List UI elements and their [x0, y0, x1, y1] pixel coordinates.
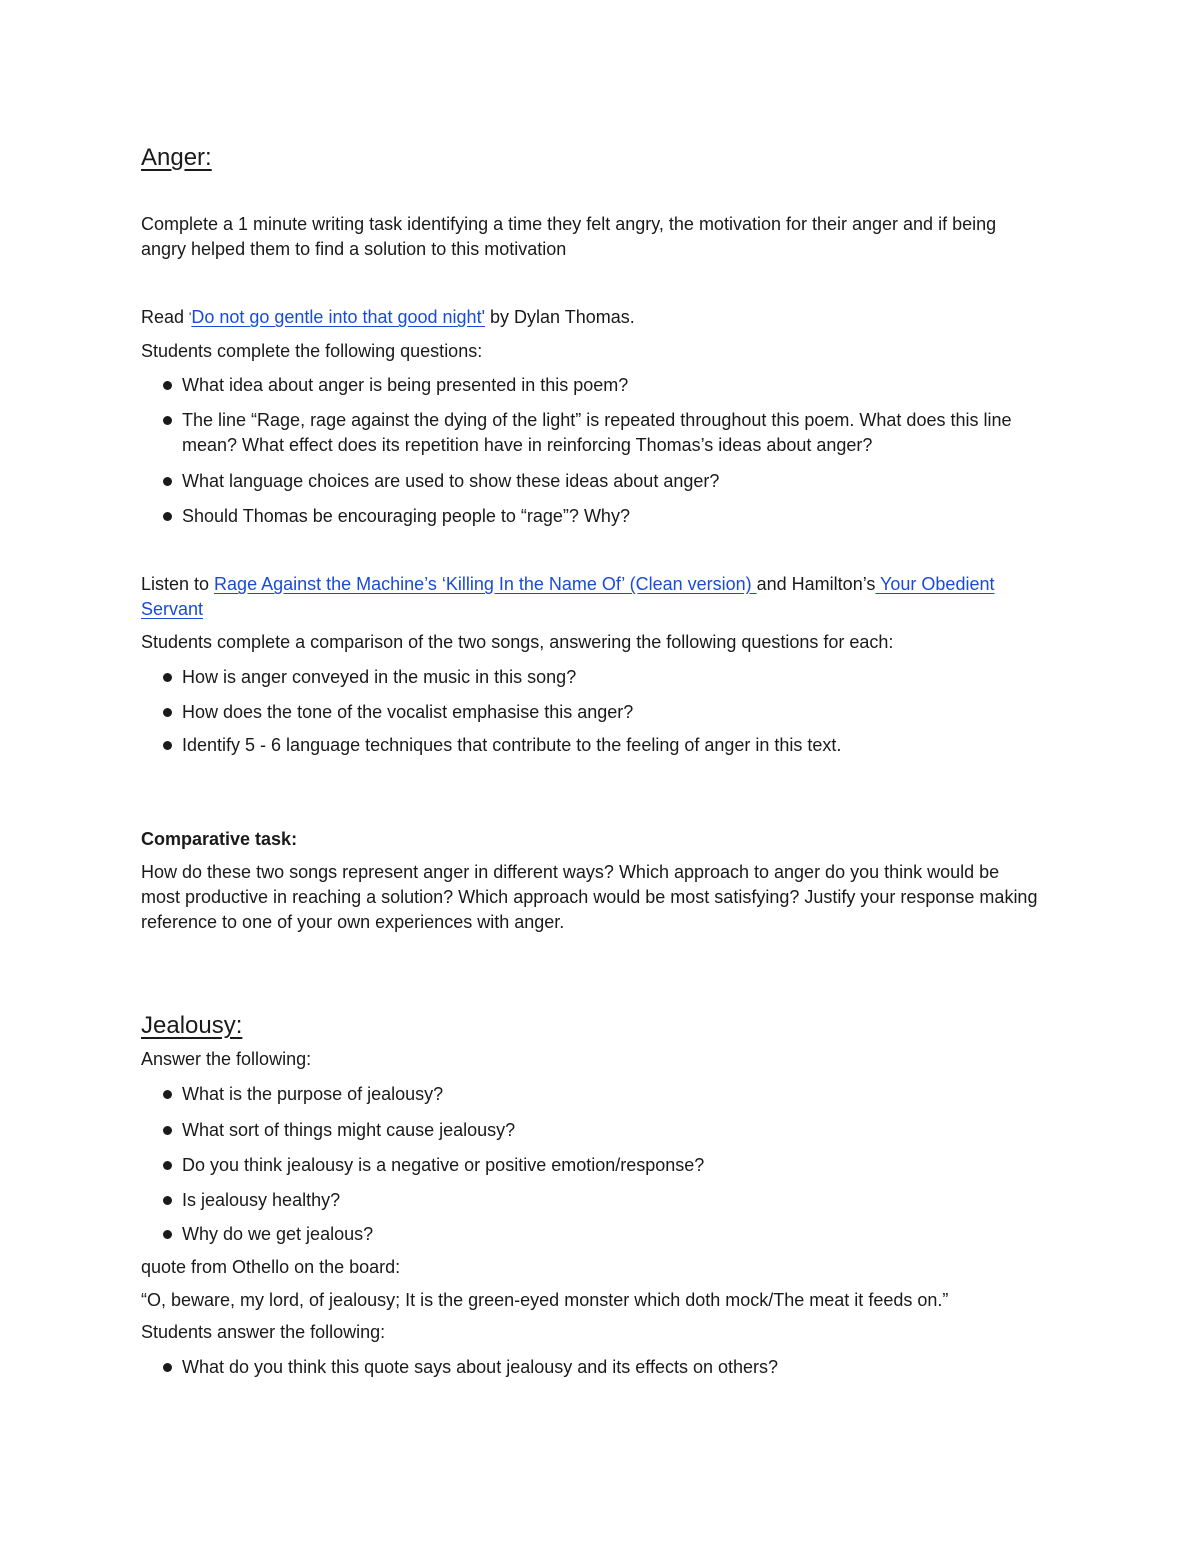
students-complete-label: Students complete the following questions: — [141, 341, 483, 361]
hamilton-song-link[interactable]: Your Obedient Servant — [141, 574, 995, 619]
rage-song-link[interactable]: Rage Against the Machine’s ‘Killing In the Name Of’ (Clean version) — [214, 574, 757, 594]
song-question: How does the tone of the vocalist emphasise this anger? — [182, 702, 634, 722]
list-item — [141, 373, 1042, 398]
list-item — [141, 504, 1042, 529]
bullet-icon — [163, 741, 172, 750]
jealousy-question: What is the purpose of jealousy? — [182, 1084, 444, 1104]
bullet-icon — [163, 1161, 172, 1170]
list-item — [141, 1118, 1042, 1143]
quote-intro: quote from Othello on the board: — [141, 1257, 401, 1277]
bullet-icon — [163, 381, 172, 390]
list-item — [141, 1188, 1042, 1213]
bullet-icon — [163, 1126, 172, 1135]
jealousy-question: What sort of things might cause jealousy? — [182, 1120, 516, 1140]
list-item — [141, 408, 1042, 458]
comparative-text: How do these two songs represent anger in different ways? Which approach to anger do you think would be most productive in reaching a solution? Which approach would be most satisfying? Justify your response making reference to one of your own experiences with anger. — [141, 862, 1038, 932]
list-item — [141, 665, 1042, 690]
poem-question: What language choices are used to show these ideas about anger? — [182, 471, 720, 491]
jealousy-heading: Jealousy: — [141, 1012, 243, 1039]
bullet-icon — [163, 673, 172, 682]
list-item — [141, 1222, 1042, 1247]
quote-question: What do you think this quote says about jealousy and its effects on others? — [182, 1357, 779, 1377]
list-item — [141, 1355, 1042, 1380]
poem-question: Should Thomas be encouraging people to “rage”? Why? — [182, 506, 630, 526]
list-item — [141, 1153, 1042, 1178]
list-item — [141, 1082, 1042, 1107]
answer-intro: Answer the following: — [141, 1049, 312, 1069]
listen-middle: and Hamilton’s — [756, 574, 876, 594]
list-item — [141, 469, 1042, 494]
bullet-icon — [163, 477, 172, 486]
read-suffix: by Dylan Thomas. — [485, 307, 635, 327]
read-line — [141, 305, 1041, 330]
poem-question: What idea about anger is being presented in this poem? — [182, 375, 629, 395]
comparison-intro: Students complete a comparison of the two songs, answering the following questions for each: — [141, 632, 894, 652]
poem-link[interactable]: Do not go gentle into that good night' — [191, 307, 486, 327]
jealousy-question: Do you think jealousy is a negative or positive emotion/response? — [182, 1155, 705, 1175]
bullet-icon — [163, 1196, 172, 1205]
listen-line — [141, 572, 1041, 622]
bullet-icon — [163, 1090, 172, 1099]
list-item — [141, 700, 1042, 725]
bullet-icon — [163, 1363, 172, 1372]
bullet-icon — [163, 512, 172, 521]
anger-intro: Complete a 1 minute writing task identifying a time they felt angry, the motivation for their anger and if being angry helped them to find a solution to this motivation — [141, 214, 997, 259]
list-item — [141, 733, 1042, 758]
song-question: How is anger conveyed in the music in this song? — [182, 667, 577, 687]
poem-question: The line “Rage, rage against the dying of the light” is repeated throughout this poem. What does this line mean? What effect does its repetition have in reinforcing Thomas’s ideas about anger? — [182, 410, 1012, 455]
song-question: Identify 5 - 6 language techniques that contribute to the feeling of anger in this text. — [182, 735, 842, 755]
bullet-icon — [163, 708, 172, 717]
bullet-icon — [163, 1230, 172, 1239]
jealousy-question: Why do we get jealous? — [182, 1224, 374, 1244]
anger-heading: Anger: — [141, 144, 212, 171]
read-prefix: Read — [141, 307, 190, 327]
comparative-heading: Comparative task: — [141, 829, 298, 849]
jealousy-question: Is jealousy healthy? — [182, 1190, 341, 1210]
listen-prefix: Listen to — [141, 574, 215, 594]
othello-quote: “O, beware, my lord, of jealousy; It is the green-eyed monster which doth mock/The meat it feeds on.” — [141, 1290, 949, 1310]
quote-mark: ' — [189, 310, 192, 324]
bullet-icon — [163, 416, 172, 425]
students-answer-label: Students answer the following: — [141, 1322, 386, 1342]
